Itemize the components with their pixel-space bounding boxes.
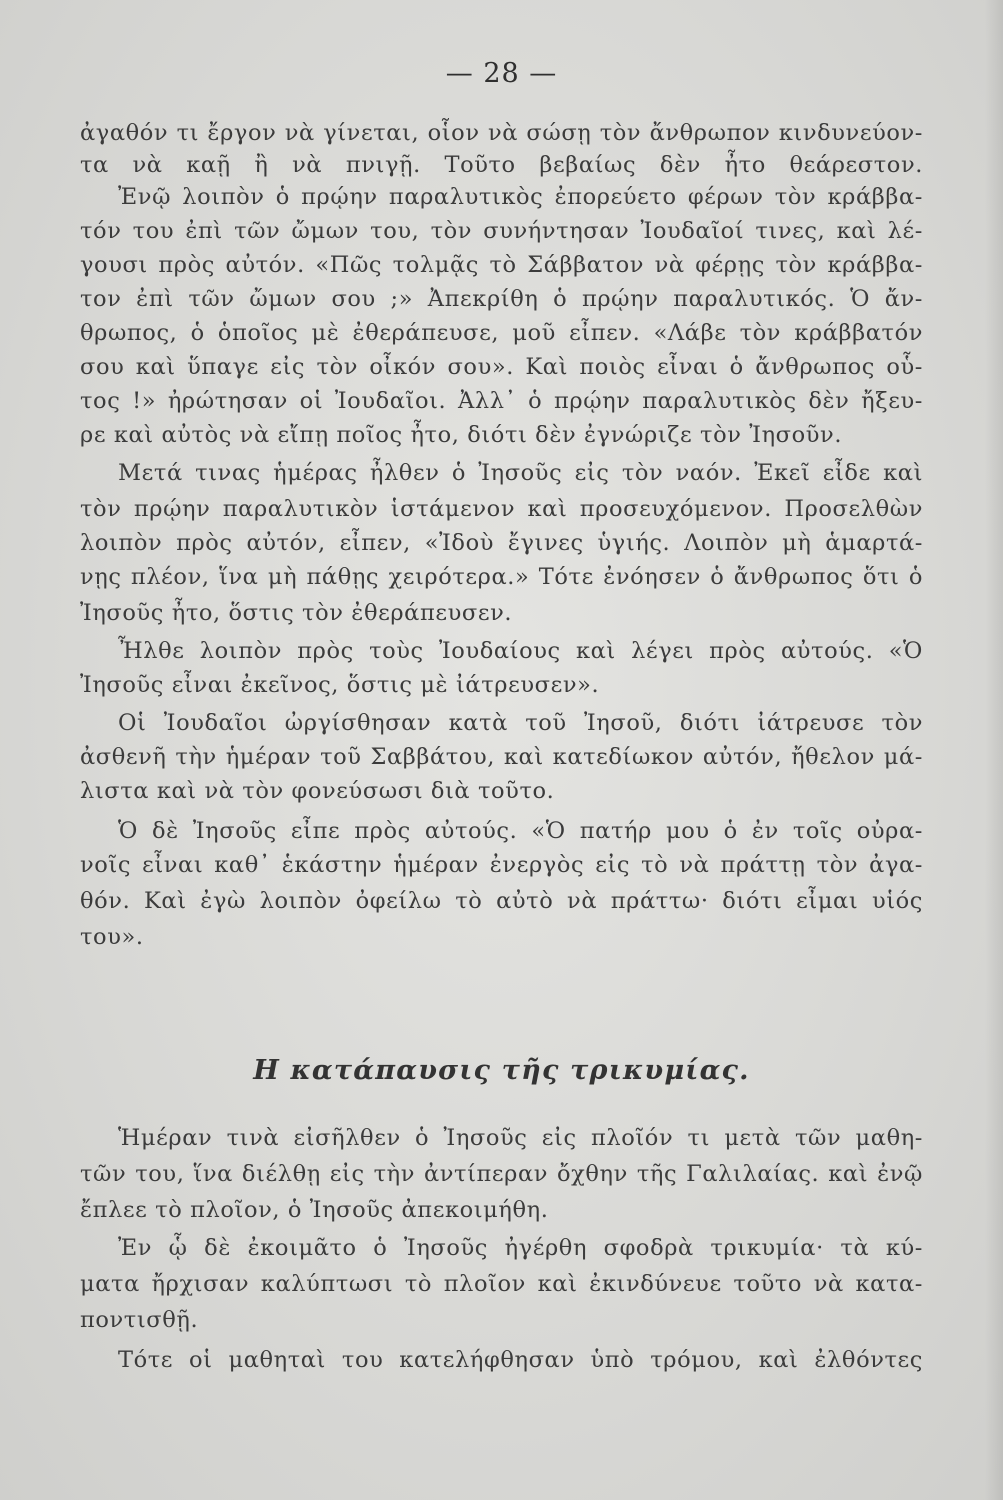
text-line: ἀσθενῆ τὴν ἡμέραν τοῦ Σαββάτου, καὶ κατεδίωκον αὐτόν, ἤθελον μά-	[80, 744, 923, 770]
text-line: ἀγαθόν τι ἔργον νὰ γίνεται, οἷον νὰ σώσῃ τὸν ἄνθρωπον κινδυνεύον-	[80, 120, 923, 146]
text-line: τὸν πρῴην παραλυτικὸν ἱστάμενον καὶ προσευχόμενον. Προσελθὼν	[80, 496, 923, 522]
text-line: θρωπος, ὁ ὁποῖος μὲ ἐθεράπευσε, μοῦ εἶπεν. «Λάβε τὸν κράββατόν	[80, 320, 923, 346]
text-line: Ἦλθε λοιπὸν πρὸς τοὺς Ἰουδαίους καὶ λέγει πρὸς αὐτούς. «Ὁ	[118, 638, 923, 664]
text-line: ματα ἤρχισαν καλύπτωσι τὸ πλοῖον καὶ ἐκινδύνευε τοῦτο νὰ κατα-	[80, 1271, 923, 1297]
text-line: Ἐν ᾧ δὲ ἐκοιμᾶτο ὁ Ἰησοῦς ἠγέρθη σφοδρὰ τρικυμία· τὰ κύ-	[118, 1235, 923, 1261]
text-line: τος !» ἠρώτησαν οἱ Ἰουδαῖοι. Ἀλλ᾿ ὁ πρῴην παραλυτικὸς δὲν ἤξευ-	[80, 388, 923, 414]
text-line: τῶν του, ἵνα διέλθῃ εἰς τὴν ἀντίπεραν ὄχθην τῆς Γαλιλαίας. καὶ ἐνῷ	[80, 1161, 923, 1187]
text-line: Μετά τινας ἡμέρας ἦλθεν ὁ Ἰησοῦς εἰς τὸν ναόν. Ἐκεῖ εἶδε καὶ	[118, 460, 923, 486]
text-line: τα νὰ καῇ ἢ νὰ πνιγῇ. Τοῦτο βεβαίως δὲν ἦτο θεάρεστον.	[80, 152, 923, 178]
text-line: Ὁ δὲ Ἰησοῦς εἶπε πρὸς αὐτούς. «Ὁ πατήρ μου ὁ ἐν τοῖς οὐρα-	[118, 818, 923, 844]
text-line: λιστα καὶ νὰ τὸν φονεύσωσι διὰ τοῦτο.	[80, 778, 555, 804]
text-line: τον ἐπὶ τῶν ὤμων σου ;» Ἀπεκρίθη ὁ πρῴην παραλυτικός. Ὁ ἄν-	[80, 286, 923, 312]
text-line: ποντισθῇ.	[80, 1307, 199, 1333]
section-heading: Η κατάπαυσις τῆς τρικυμίας.	[253, 1055, 750, 1086]
text-line: ἔπλεε τὸ πλοῖον, ὁ Ἰησοῦς ἀπεκοιμήθη.	[80, 1197, 549, 1223]
text-line: σου καὶ ὕπαγε εἰς τὸν οἶκόν σου». Καὶ ποιὸς εἶναι ὁ ἄνθρωπος οὗ-	[80, 354, 923, 380]
text-line: Ἰησοῦς ἦτο, ὅστις τὸν ἐθεράπευσεν.	[80, 600, 513, 626]
text-line: νοῖς εἶναι καθ᾿ ἑκάστην ἡμέραν ἐνεργὸς εἰς τὸ νὰ πράττῃ τὸν ἀγα-	[80, 852, 923, 878]
text-line: νῃς πλέον, ἵνα μὴ πάθῃς χειρότερα.» Τότε ἐνόησεν ὁ ἄνθρωπος ὅτι ὁ	[80, 564, 923, 590]
text-line: τόν του ἐπὶ τῶν ὤμων του, τὸν συνήντησαν Ἰουδαῖοί τινες, καὶ λέ-	[80, 218, 923, 244]
text-line: ρε καὶ αὐτὸς νὰ εἴπῃ ποῖος ἦτο, διότι δὲν ἐγνώριζε τὸν Ἰησοῦν.	[80, 422, 843, 448]
text-line: Ἐνῷ λοιπὸν ὁ πρῴην παραλυτικὸς ἐπορεύετο φέρων τὸν κράββα-	[118, 184, 923, 210]
text-line: γουσι πρὸς αὐτόν. «Πῶς τολμᾷς τὸ Σάββατον νὰ φέρῃς τὸν κράββα-	[80, 252, 923, 278]
text-line: Τότε οἱ μαθηταὶ του κατελήφθησαν ὑπὸ τρόμου, καὶ ἐλθόντες	[118, 1347, 923, 1373]
text-line: λοιπὸν πρὸς αὐτόν, εἶπεν, «Ἰδοὺ ἔγινες ὑγιής. Λοιπὸν μὴ ἁμαρτά-	[80, 530, 923, 556]
text-line: Ἡμέραν τινὰ εἰσῆλθεν ὁ Ἰησοῦς εἰς πλοῖόν τι μετὰ τῶν μαθη-	[118, 1125, 923, 1151]
page-edge-shadow	[985, 0, 1003, 1500]
page-number: — 28 —	[445, 58, 558, 89]
text-line: θόν. Καὶ ἐγὼ λοιπὸν ὀφείλω τὸ αὐτὸ νὰ πράττω· διότι εἶμαι υἱός	[80, 888, 923, 914]
text-line: Ἰησοῦς εἶναι ἐκεῖνος, ὅστις μὲ ἰάτρευσεν».	[80, 672, 600, 698]
text-line: του».	[80, 924, 144, 950]
text-line: Οἱ Ἰουδαῖοι ὠργίσθησαν κατὰ τοῦ Ἰησοῦ, διότι ἰάτρευσε τὸν	[118, 710, 923, 736]
